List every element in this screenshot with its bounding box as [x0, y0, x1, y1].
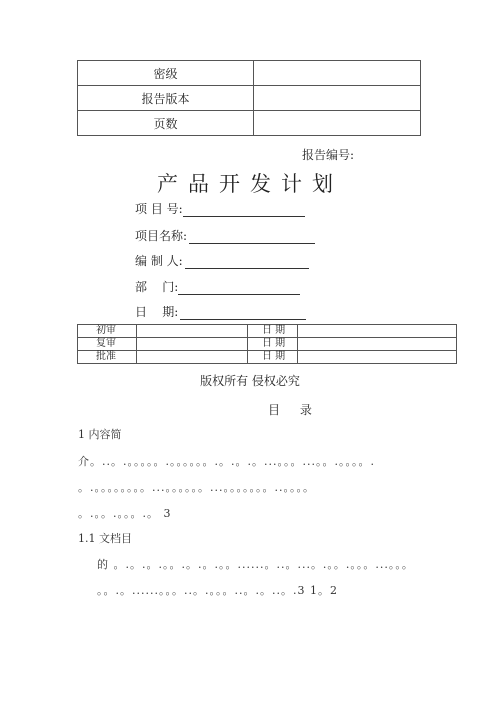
- toc-entry-line[interactable]: 介。..。.。。。。。.。。。。。。.。.。.。...。。。...。。.。。。。.: [78, 455, 375, 468]
- report-number-label: 报告编号:: [302, 148, 355, 162]
- field-date: [135, 303, 306, 320]
- review-role: 批准: [78, 351, 137, 364]
- toc-entry-line[interactable]: 。.。。。。。。。。...。。。。。。...。。。。。。。..。。。。: [78, 481, 315, 494]
- review-table: [77, 324, 457, 364]
- toc-entry-line[interactable]: 的 。.。.。.。。.。.。.。。......。..。...。.。。.。。。...。。。: [97, 558, 414, 571]
- review-signature-cell: [137, 338, 248, 351]
- review-date-cell: [298, 351, 457, 364]
- toc-entry-line[interactable]: 。。.。......。。。..。.。。。..。.。..。.3 1。2: [97, 584, 338, 597]
- meta-row-version: [78, 86, 421, 111]
- meta-value-pages: [254, 111, 421, 136]
- field-label: 项目名称:: [135, 229, 188, 243]
- field-label: 部 门:: [135, 280, 179, 294]
- meta-value-classification: [254, 61, 421, 86]
- field-blank-line: [183, 204, 305, 217]
- review-row-approval: [78, 351, 457, 364]
- field-label: 日 期:: [135, 305, 179, 319]
- review-date-cell: [298, 325, 457, 338]
- review-row-second: [78, 338, 457, 351]
- review-date-label: 日 期: [248, 325, 298, 338]
- document-title: 产品开发计划: [157, 172, 343, 196]
- field-blank-line: [180, 307, 306, 320]
- copyright-notice: 版权所有 侵权必究: [200, 374, 300, 388]
- review-role: 初审: [78, 325, 137, 338]
- toc-entry-heading[interactable]: 1 内容简: [78, 428, 122, 441]
- meta-value-version: [254, 86, 421, 111]
- field-project-number: [135, 200, 305, 217]
- toc-entry-heading[interactable]: 1.1 文档目: [78, 532, 132, 545]
- review-signature-cell: [137, 351, 248, 364]
- meta-row-pages: [78, 111, 421, 136]
- toc-entry-line[interactable]: 。.。。.。。。.。 3: [78, 507, 172, 520]
- meta-row-classification: [78, 61, 421, 86]
- field-blank-line: [189, 231, 315, 244]
- meta-label-pages: 页数: [78, 111, 254, 136]
- field-label: 编 制 人:: [135, 254, 183, 268]
- review-date-label: 日 期: [248, 338, 298, 351]
- toc-title: 目 录: [268, 403, 320, 417]
- document-meta-table: [77, 60, 421, 136]
- field-project-name: [135, 227, 315, 244]
- review-role: 复审: [78, 338, 137, 351]
- meta-label-version: 报告版本: [78, 86, 254, 111]
- field-department: [135, 278, 300, 295]
- review-date-cell: [298, 338, 457, 351]
- review-signature-cell: [137, 325, 248, 338]
- field-author: [135, 252, 309, 269]
- review-date-label: 日 期: [248, 351, 298, 364]
- meta-label-classification: 密级: [78, 61, 254, 86]
- field-label: 项 目 号:: [135, 202, 183, 216]
- field-blank-line: [185, 256, 309, 269]
- field-blank-line: [178, 282, 300, 295]
- review-row-first: [78, 325, 457, 338]
